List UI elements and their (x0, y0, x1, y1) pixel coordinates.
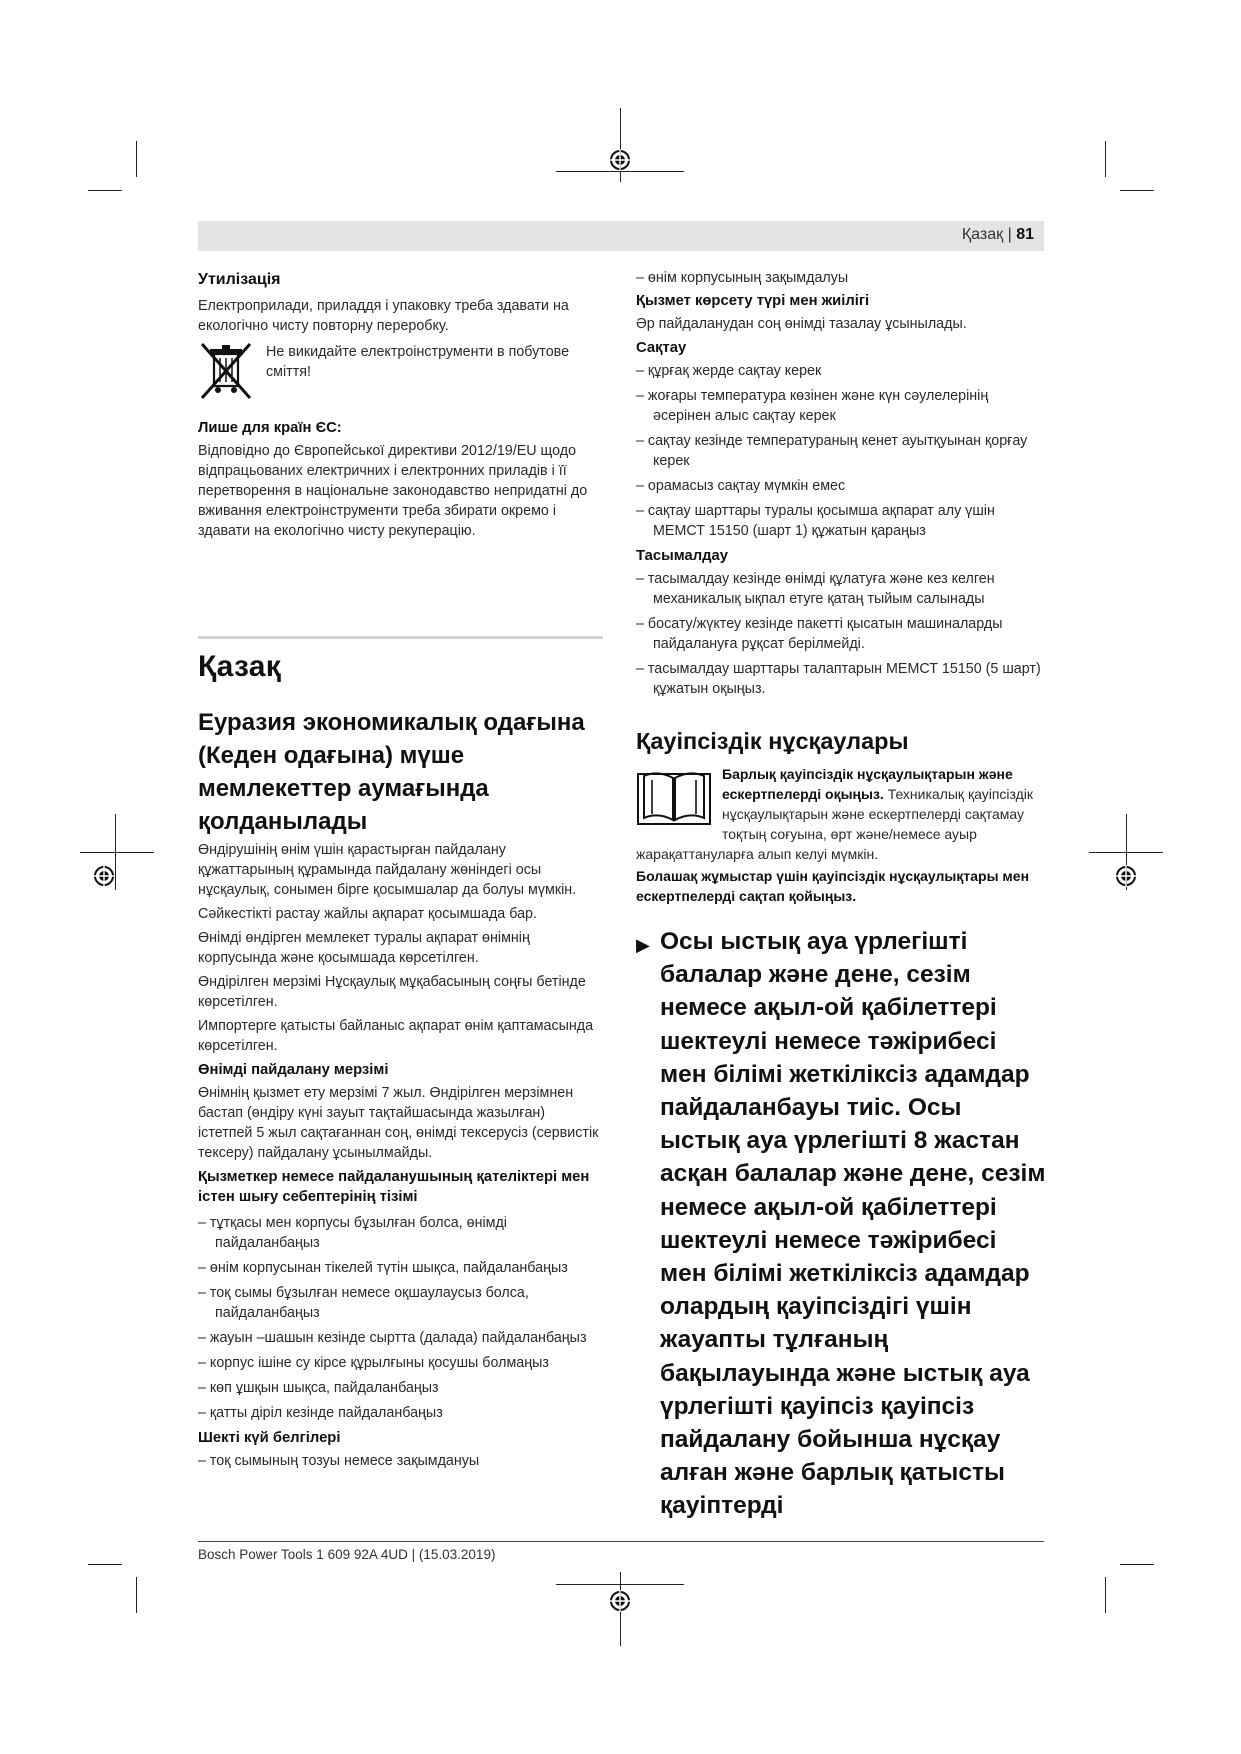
crop-mark (88, 190, 122, 191)
safety-bold-text: Барлық қауіпсіздік нұсқаулықтарын және ескертпелерді оқыңыз. (722, 766, 1013, 802)
language-title: Қазақ (198, 650, 282, 683)
left-column-top (198, 270, 603, 545)
storage-item: – сақтау кезінде температураның кенет ауытқуынан қорғау керек (636, 433, 1028, 469)
page-number: 81 (1016, 226, 1034, 243)
crop-mark (1120, 1564, 1154, 1565)
transport-heading: Тасымалдау (636, 548, 728, 564)
transport-item: – тасымалдау шарттары талаптарын МЕМСТ 15150 (5 шарт) құжатын оқыңыз. (636, 661, 1041, 697)
eu-heading: Лише для країн ЄС: (198, 420, 342, 436)
section-divider (198, 636, 603, 639)
fault-item: – тұтқасы мен корпусы бұзылған болса, өнімді пайдаланбаңыз (198, 1215, 507, 1251)
header-section: Қазақ (961, 226, 1004, 243)
bin-text: Не викидайте електроінструменти в побутове сміття! (266, 344, 570, 380)
transport-item: – босату/жүктеу кезінде пакетті қысатын машиналарды пайдалануға рұқсат берілмейді. (636, 616, 1003, 652)
disposal-text: Електроприлади, приладдя і упаковку треба здавати на екологічно чисту повторну переробку. (198, 298, 569, 334)
fault-item: – тоқ сымы бұзылған немесе оқшаулаусыз болса, пайдаланбаңыз (198, 1285, 529, 1321)
registration-target-icon (1115, 865, 1137, 887)
storage-item: – құрғақ жерде сақтау керек (636, 363, 822, 379)
crop-mark (88, 1564, 122, 1565)
crop-mark (136, 1577, 137, 1613)
registration-target-icon (93, 865, 115, 887)
fault-item: – корпус ішіне су кірсе құрылғыны қосушы болмаңыз (198, 1355, 549, 1371)
transport-item: – тасымалдау кезінде өнімді құлатуға және кез келген механикалық ықпал етуге қатаң тыйым салынады (636, 571, 995, 607)
header-separator: | (1007, 226, 1012, 243)
service-text: Әр пайдаланудан соң өнімді тазалау ұсынылады. (636, 316, 967, 332)
service-life-heading: Өнімді пайдалану мерзімі (198, 1062, 389, 1078)
footer-divider (198, 1541, 1044, 1542)
service-heading: Қызмет көрсету түрі мен жиілігі (636, 293, 870, 309)
crop-mark (1120, 190, 1154, 191)
crop-mark (1105, 1577, 1106, 1613)
storage-item: – жоғары температура көзінен және күн сәулелерінің әсерінен алыс сақтау керек (636, 388, 989, 424)
safety-body-text: Техникалық қауіпсіздік нұсқаулықтарын және ескертпелерді сақтамау тоқтың соғуына, өрт және/немесе ауыр жарақаттануларға алып келуі мүмкін. (636, 786, 1034, 862)
bullet-triangle-icon: ▶ (636, 935, 650, 955)
crop-mark (136, 141, 137, 177)
eu-text: Відповідно до Європейської директиви 2012/19/EU щодо відпрацьованих електричних і електронних приладів і її перетворення в національне законодавство непридатні до вживання електроінструменти треба збирати окремо і здавати на екологічно чисту рекуперацію. (198, 443, 588, 539)
crop-mark (1105, 141, 1106, 177)
crossed-bin-icon (198, 340, 254, 402)
storage-item: – сақтау шарттары туралы қосымша ақпарат алу үшін МЕМСТ 15150 (шарт 1) құжатын қараңыз (636, 503, 995, 539)
safety-notice (636, 764, 1044, 906)
registration-target-icon (609, 149, 631, 171)
header-label (962, 226, 1034, 244)
bin-notice (198, 340, 603, 402)
faults-heading: Қызметкер немесе пайдаланушының қателіктері мен істен шығу себептерінің тізімі (198, 1169, 590, 1205)
registration-line (556, 1584, 684, 1585)
footer-text: Bosch Power Tools 1 609 92A 4UD | (15.03.2019) (198, 1547, 496, 1562)
service-life-text: Өнімнің қызмет ету мерзімі 7 жыл. Өндірілген мерзімнен бастап (өндіру күні зауыт тақтайшасында жазылған) істетпей 5 жыл сақтағаннан соң, өнімді тексерусіз (сервистік тексеру) пайдалану ұсынылмайды. (198, 1085, 599, 1161)
storage-heading: Сақтау (636, 340, 687, 356)
intro-paragraph: Өндірілген мерзімі Нұсқаулық мұқабасының соңғы бетінде көрсетілген. (198, 974, 586, 1010)
intro-paragraph: Сәйкестікті растау жайлы ақпарат қосымшада бар. (198, 906, 537, 922)
registration-line (556, 171, 684, 172)
hot-air-blower-warning (636, 925, 1046, 1523)
intro-paragraph: Өнімді өндірген мемлекет туралы ақпарат өнімнің корпусында және қосымшада көрсетілген. (198, 930, 530, 966)
fault-item: – жауын –шашын кезінде сыртта (далада) пайдаланбаңыз (198, 1330, 587, 1346)
safety-title: Қауіпсіздік нұсқаулары (636, 728, 909, 754)
fault-item: – қатты діріл кезінде пайдаланбаңыз (198, 1405, 443, 1421)
safety-keep-text: Болашақ жұмыстар үшін қауіпсіздік нұсқаулықтары мен ескертпелерді сақтап қойыңыз. (636, 868, 1030, 904)
limit-item: – өнім корпусының зақымдалуы (636, 270, 849, 286)
right-column-top (636, 268, 1044, 704)
page-header (198, 221, 1044, 251)
read-manual-book-icon (636, 766, 712, 828)
limit-item: – тоқ сымының тозуы немесе зақымдануы (198, 1453, 480, 1469)
intro-paragraph: Өндірушінің өнім үшін қарастырған пайдалану құжаттарының құрамында пайдалану жөніндегі осы нұсқаулық, сонымен бірге қосымшалар да болуы мүмкін. (198, 842, 577, 898)
warning-text: Осы ыстық ауа үрлегішті балалар және дене, сезім немесе ақыл-ой қабілеттері шектеулі немесе тәжірибесі мен білімі жеткіліксіз адамдар пайдаланбауы тиіс. Осы ыстық ауа үрлегішті 8 жастан асқан балалар және дене, сезім немесе ақыл-ой қабілеттері шектеулі немесе тәжірибесі мен білімі жеткіліксіз адамдар олардың қауіпсіздігі үшін жауапты тұлғаның бақылауында және ыстық ауа үрлегішті қауіпсіз қауіпсіз пайдалану бойынша нұсқау алған және барлық қатысты қауіптерді (660, 928, 1046, 1520)
intro-paragraph: Импортерге қатысты байланыс ақпарат өнім қаптамасында көрсетілген. (198, 1018, 594, 1054)
limit-heading: Шекті күй белгілері (198, 1430, 341, 1446)
fault-item: – көп ұшқын шықса, пайдаланбаңыз (198, 1380, 439, 1396)
left-column-bottom (198, 840, 603, 1476)
disposal-heading: Утилізація (198, 271, 281, 288)
registration-line (80, 852, 154, 853)
fault-item: – өнім корпусынан тікелей түтін шықса, пайдаланбаңыз (198, 1260, 568, 1276)
registration-target-icon (609, 1590, 631, 1612)
eaeu-heading: Еуразия экономикалық одағына (Кеден одағына) мүше мемлекеттер аумағында қолданылады (198, 709, 585, 835)
registration-line (1089, 852, 1163, 853)
storage-item: – орамасыз сақтау мүмкін емес (636, 478, 846, 494)
